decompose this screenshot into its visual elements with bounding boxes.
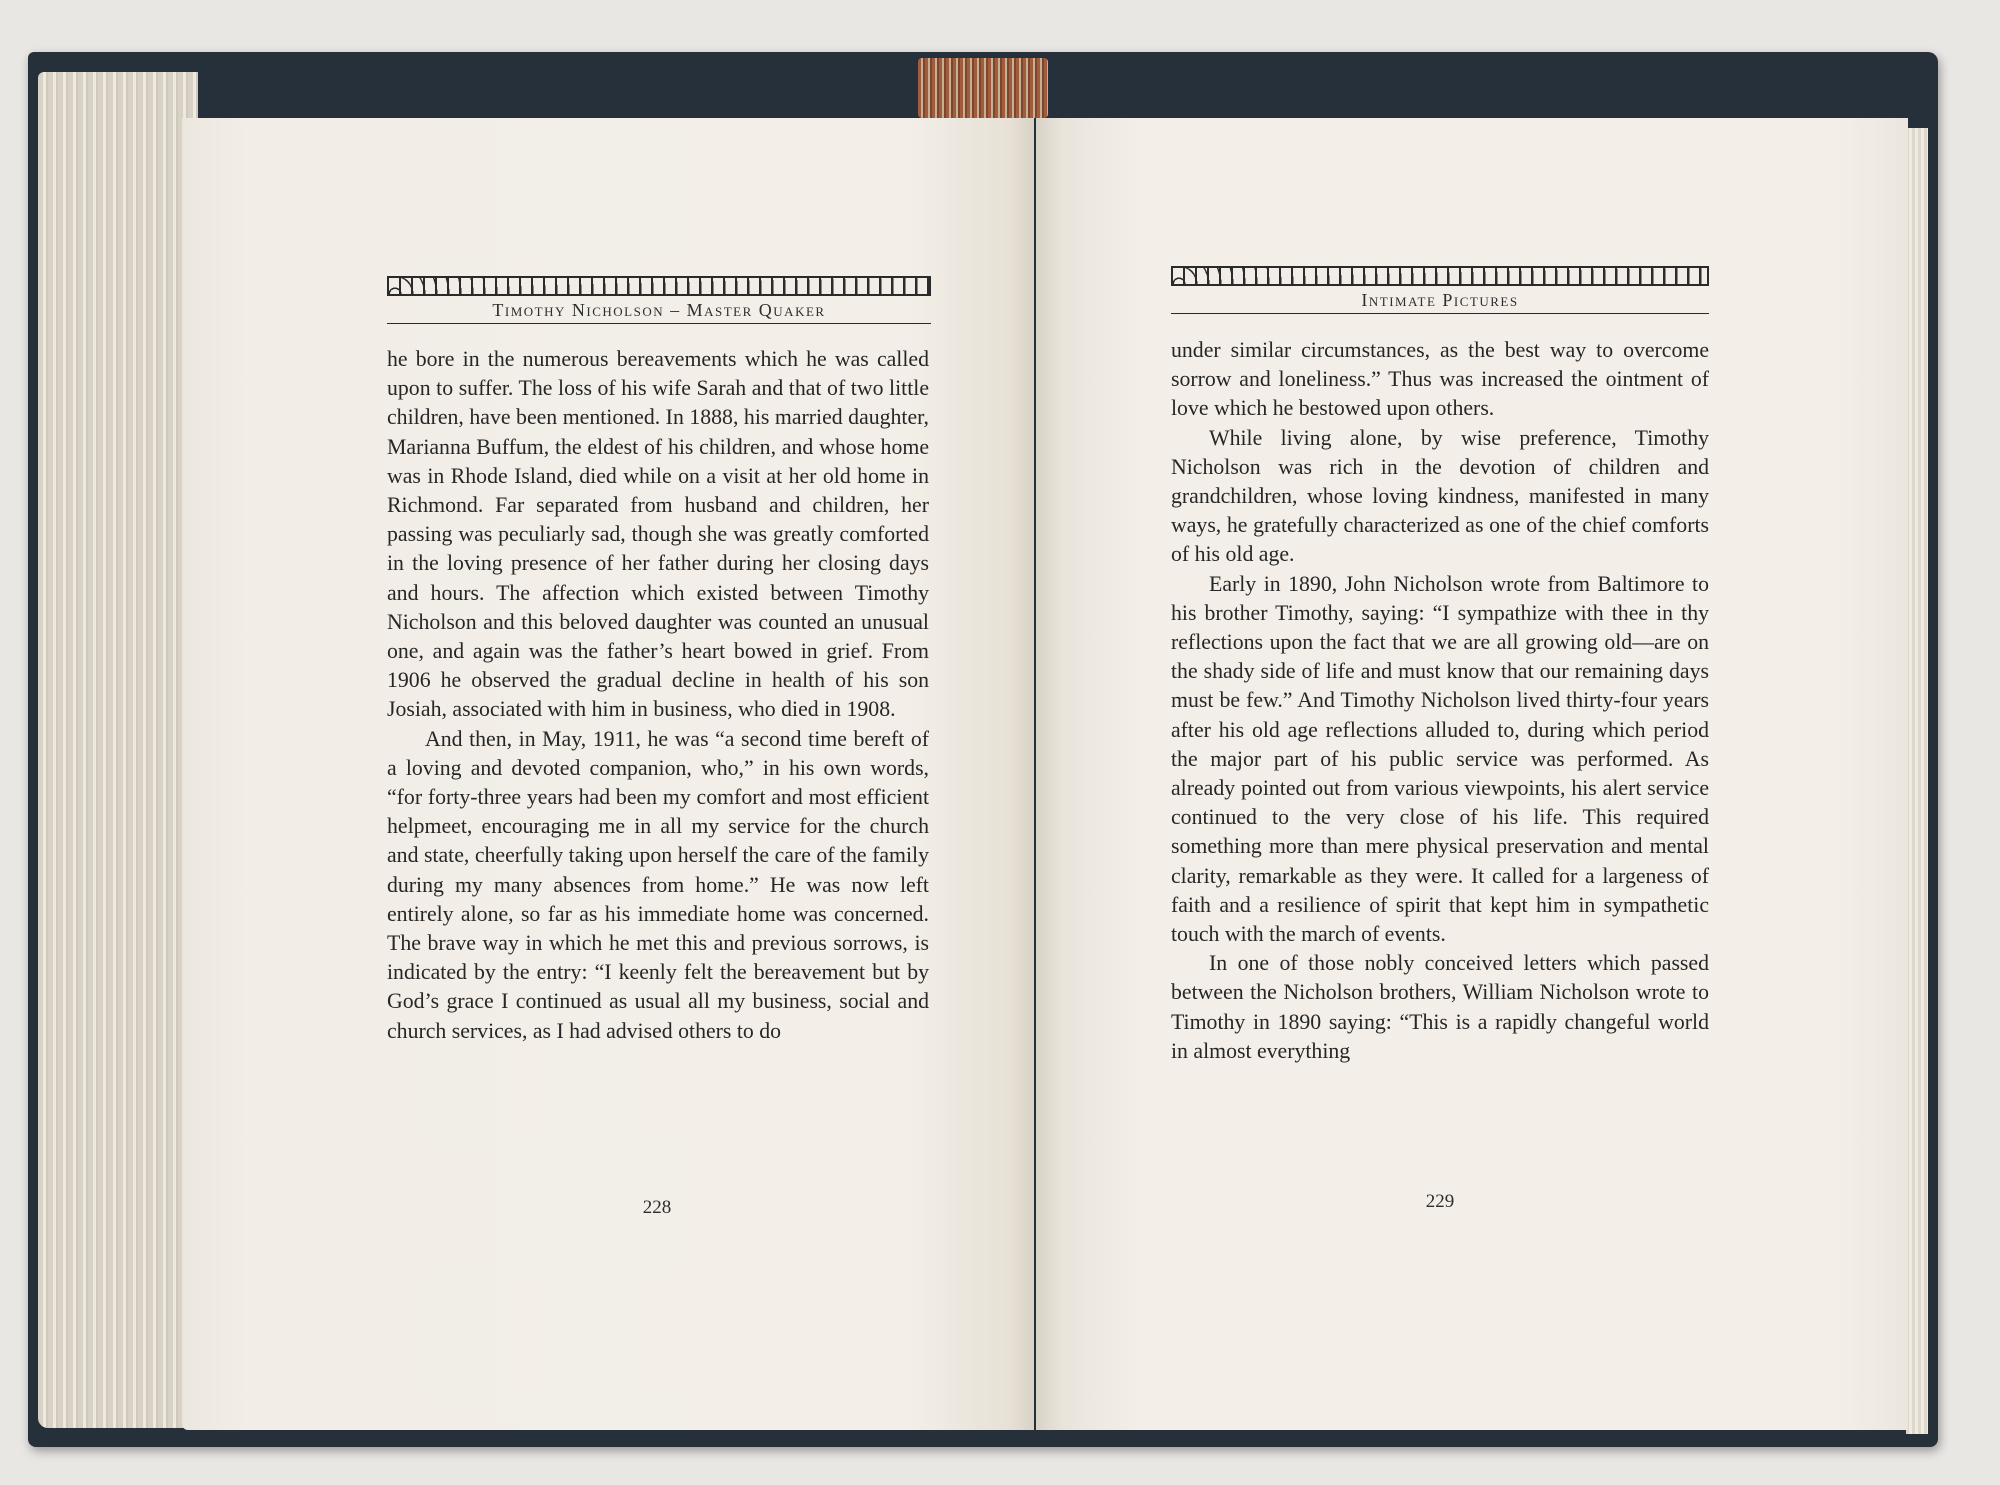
paragraph: In one of those nobly conceived letters which passed between the Nicholson brothers, William Nicholson wrote to Timothy in 1890 saying: “This is a rapidly changeful world in almost everything [1171, 951, 1709, 1063]
page-number-left: 228 [642, 1197, 672, 1218]
header-ornament [1171, 266, 1709, 286]
running-head-right: Intimate Pictures [1171, 288, 1709, 314]
page-edges-left [38, 72, 198, 1428]
page-number-right: 229 [1425, 1191, 1455, 1212]
left-page-body [387, 345, 929, 1046]
paragraph: Early in 1890, John Nicholson wrote from Baltimore to his brother Timothy, saying: “I sympathize with thee in thy reflections upon the fact that we are all growing old—are on the shady side of life and must know that our remaining days must be few.” And Timothy Nicholson lived thirty-four years after his old age reflections alluded to, during which period the major part of his public service was performed. As already pointed out from various viewpoints, his alert service continued to the very close of his life. This required something more than mere physical preservation and mental clarity, remarkable as they were. It called for a largeness of faith and a resilience of spirit that kept him in sympathetic touch with the march of events. [1171, 571, 1709, 947]
paragraph: While living alone, by wise preference, Timothy Nicholson was rich in the devotion of children and grandchildren, whose loving kindness, manifested in many ways, he gratefully characterized as one of the chief comforts of his old age. [1171, 425, 1709, 567]
paragraph: he bore in the numerous bereavements which he was called upon to suffer. The loss of his wife Sarah and that of two little children, have been mentioned. In 1888, his married daughter, Marianna Buffum, the eldest of his children, and whose home was in Rhode Island, died while on a visit at her old home in Richmond. Far separated from husband and children, her passing was peculiarly sad, though she was greatly comforted in the loving presence of her father during her closing days and hours. The affection which existed between Timothy Nicholson and this beloved daughter was counted an unusual one, and again was the father’s heart bowed in grief. From 1906 he observed the gradual decline in health of his son Josiah, associated with him in business, who died in 1908. [387, 347, 929, 722]
left-page-header [387, 276, 931, 324]
running-head-left: Timothy Nicholson – Master Quaker [387, 298, 931, 324]
header-ornament [387, 276, 931, 296]
spine-headband [918, 58, 1048, 118]
right-page-body [1171, 336, 1709, 1066]
paragraph: under similar circumstances, as the best way to overcome sorrow and loneliness.” Thus was increased the ointment of love which he bestowed upon others. [1171, 338, 1709, 421]
page-edges-right [1906, 128, 1928, 1434]
paragraph: And then, in May, 1911, he was “a second time bereft of a loving and devoted companion, who,” in his own words, “for forty-three years had been my comfort and most efficient helpmeet, encouraging me in all my service for the church and state, cheerfully taking upon herself the care of the family during my many absences from home.” He was now left entirely alone, so far as his immediate home was concerned. The brave way in which he met this and previous sorrows, is indicated by the entry: “I keenly felt the bereavement but by God’s grace I continued as usual all my business, social and church services, as I had advised others to do [387, 726, 929, 1043]
right-page-header [1171, 266, 1709, 314]
